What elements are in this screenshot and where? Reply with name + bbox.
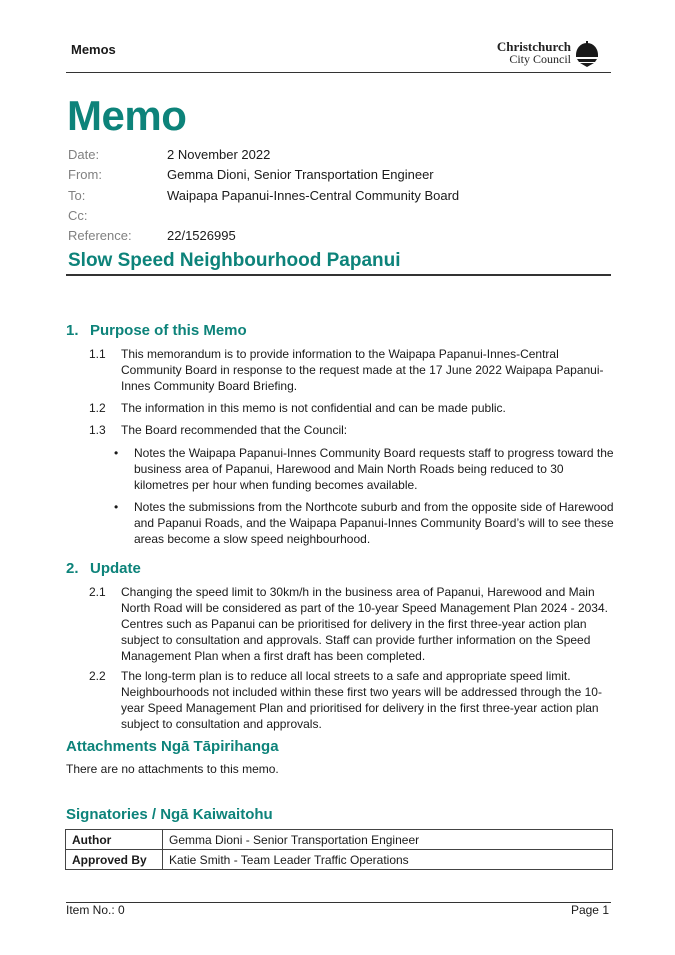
section-title: Purpose of this Memo bbox=[90, 322, 247, 339]
paragraph-number: 1.2 bbox=[89, 401, 106, 415]
paragraph-number: 2.1 bbox=[89, 585, 106, 599]
attachments-heading: Attachments Ngā Tāpirihanga bbox=[66, 738, 279, 755]
section-heading bbox=[66, 322, 247, 339]
bullet-text: Notes the submissions from the Northcote suburb and from the opposite side of Harewood and Papanui Roads, and the Waipapa Papanui-Innes Community Board’s will to see these areas become a slow speed neighbourhood. bbox=[134, 500, 614, 546]
signatory-role: Author bbox=[66, 830, 163, 850]
signatories-table bbox=[65, 829, 613, 870]
paragraph-text: The information in this memo is not confidential and can be made public. bbox=[121, 401, 506, 415]
council-logo bbox=[497, 40, 603, 70]
paragraph-text: The long-term plan is to reduce all local streets to a safe and appropriate speed limit. Neighbourhoods not included within these first two years will be addressed through the 10-year Speed Management Plan and prioritised for delivery in the first three-year action plan subject to consultation and approvals. bbox=[121, 669, 602, 731]
meta-value: 2 November 2022 bbox=[167, 147, 271, 162]
table-row bbox=[66, 830, 613, 850]
bullet-dot-icon: • bbox=[114, 500, 119, 514]
logo-line1: Christchurch bbox=[496, 39, 571, 54]
paragraph bbox=[89, 346, 619, 394]
header-rule bbox=[66, 72, 611, 73]
paragraph-text: The Board recommended that the Council: bbox=[121, 423, 348, 437]
signatories-heading: Signatories / Ngā Kaiwaitohu bbox=[66, 806, 273, 823]
bullet-dot-icon: • bbox=[114, 446, 119, 460]
meta-reference bbox=[68, 226, 236, 246]
bullet-item bbox=[114, 445, 614, 493]
header-label: Memos bbox=[71, 42, 116, 57]
title-rule bbox=[66, 274, 611, 276]
signatory-name: Katie Smith - Team Leader Traffic Operations bbox=[163, 850, 613, 870]
signatory-role: Approved By bbox=[66, 850, 163, 870]
signatory-name: Gemma Dioni - Senior Transportation Engineer bbox=[163, 830, 613, 850]
paragraph bbox=[89, 400, 619, 416]
document-title: Slow Speed Neighbourhood Papanui bbox=[68, 250, 401, 271]
table-row bbox=[66, 850, 613, 870]
section-number: 1. bbox=[66, 322, 79, 339]
bullet-item bbox=[114, 499, 614, 547]
paragraph-number: 1.3 bbox=[89, 423, 106, 437]
paragraph bbox=[89, 584, 619, 664]
paragraph bbox=[89, 422, 619, 438]
paragraph-text: Changing the speed limit to 30km/h in the business area of Papanui, Harewood and Main North Road will be considered as part of the 10-year Speed Management Plan 2024 - 2034. Centres such as Papanui can be prioritised for delivery in the first three-year action plan subject to consultation and approvals. Staff can provide further information on the Speed Management Plan when a first draft has been completed. bbox=[121, 585, 608, 663]
footer-rule bbox=[66, 902, 611, 903]
meta-date bbox=[68, 145, 270, 165]
paragraph-number: 1.1 bbox=[89, 347, 106, 361]
meta-from bbox=[68, 165, 434, 185]
footer-page-number: Page 1 bbox=[570, 903, 609, 917]
logo-line2: City Council bbox=[509, 52, 571, 66]
paragraph bbox=[89, 668, 619, 732]
meta-cc bbox=[68, 206, 167, 226]
footer-item-number: Item No.: 0 bbox=[66, 903, 125, 917]
paragraph-text: This memorandum is to provide information to the Waipapa Papanui-Innes-Central Community Board in response to the request made at the 17 June 2022 Waipapa Papanui-Innes Community Board Briefing. bbox=[121, 347, 604, 393]
cathedral-logo-icon bbox=[574, 41, 600, 67]
meta-label: Cc: bbox=[68, 208, 88, 223]
attachments-text: There are no attachments to this memo. bbox=[66, 762, 279, 776]
meta-to bbox=[68, 186, 459, 206]
meta-value: Waipapa Papanui-Innes-Central Community Board bbox=[167, 188, 460, 203]
section-title: Update bbox=[90, 560, 141, 577]
section-number: 2. bbox=[66, 560, 79, 577]
meta-value: 22/1526995 bbox=[167, 228, 236, 243]
meta-label: Reference: bbox=[68, 228, 132, 243]
meta-label: To: bbox=[68, 188, 86, 203]
paragraph-number: 2.2 bbox=[89, 669, 106, 683]
section-heading bbox=[66, 560, 141, 577]
memo-title: Memo bbox=[67, 92, 187, 139]
bullet-text: Notes the Waipapa Papanui-Innes Community Board requests staff to progress toward the business area of Papanui, Harewood and Main North Roads being reduced to 30 kilometres per hour when funding becomes available. bbox=[134, 446, 614, 492]
meta-label: Date: bbox=[68, 147, 100, 162]
meta-value: Gemma Dioni, Senior Transportation Engineer bbox=[167, 167, 434, 182]
meta-label: From: bbox=[68, 167, 102, 182]
